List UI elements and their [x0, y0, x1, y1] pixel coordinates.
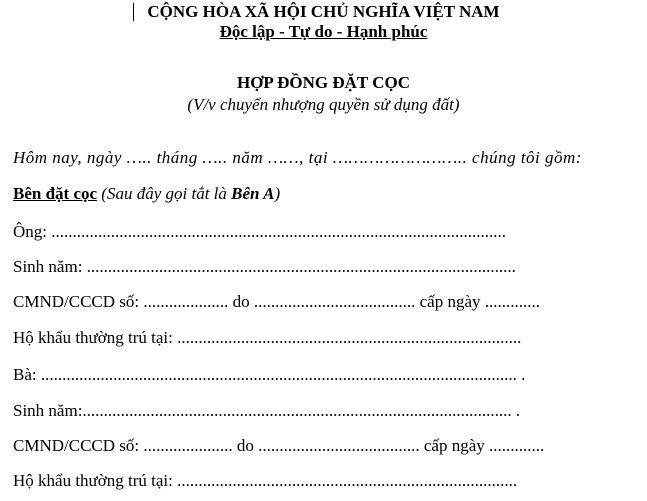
- motto-header: Độc lập - Tự do - Hạnh phúc: [219, 22, 428, 41]
- country-header: CỘNG HÒA XÃ HỘI CHỦ NGHĨA VIỆT NAM: [147, 2, 500, 21]
- field-birth-year-a2: Sinh năm:..................................................................................................... .: [13, 401, 521, 420]
- party-a-label: Bên đặt cọc: [13, 184, 98, 203]
- field-residence-a2: Hộ khẩu thường trú tại: ................................................................................: [13, 471, 518, 490]
- party-a-note-name: Bên A: [231, 184, 275, 203]
- field-residence-a1: Hộ khẩu thường trú tại: .................................................................................: [13, 328, 522, 347]
- contract-title: HỢP ĐỒNG ĐẶT CỌC: [236, 73, 410, 92]
- field-ba: Bà: ................................................................................................................ .: [13, 365, 526, 384]
- party-a-note-prefix: (Sau đây gọi tắt là: [97, 184, 232, 203]
- field-birth-year-a1: Sinh năm: .....................................................................................................: [13, 257, 516, 276]
- field-id-a2: CMND/CCCD số: ..................... do ...................................... cấp ngày .............: [13, 436, 545, 455]
- party-a-note-suffix: ): [274, 184, 281, 203]
- intro-line: Hôm nay, ngày ….. tháng ….. năm ……, tại …………………….. chúng tôi gồm:: [13, 148, 582, 167]
- field-ong: Ông: ...........................................................................................................: [13, 222, 506, 241]
- contract-subtitle: (V/v chuyển nhượng quyền sử dụng đất): [187, 95, 460, 114]
- field-id-a1: CMND/CCCD số: .................... do ...................................... cấp ngày .............: [13, 292, 540, 311]
- party-a-heading: [13, 184, 280, 204]
